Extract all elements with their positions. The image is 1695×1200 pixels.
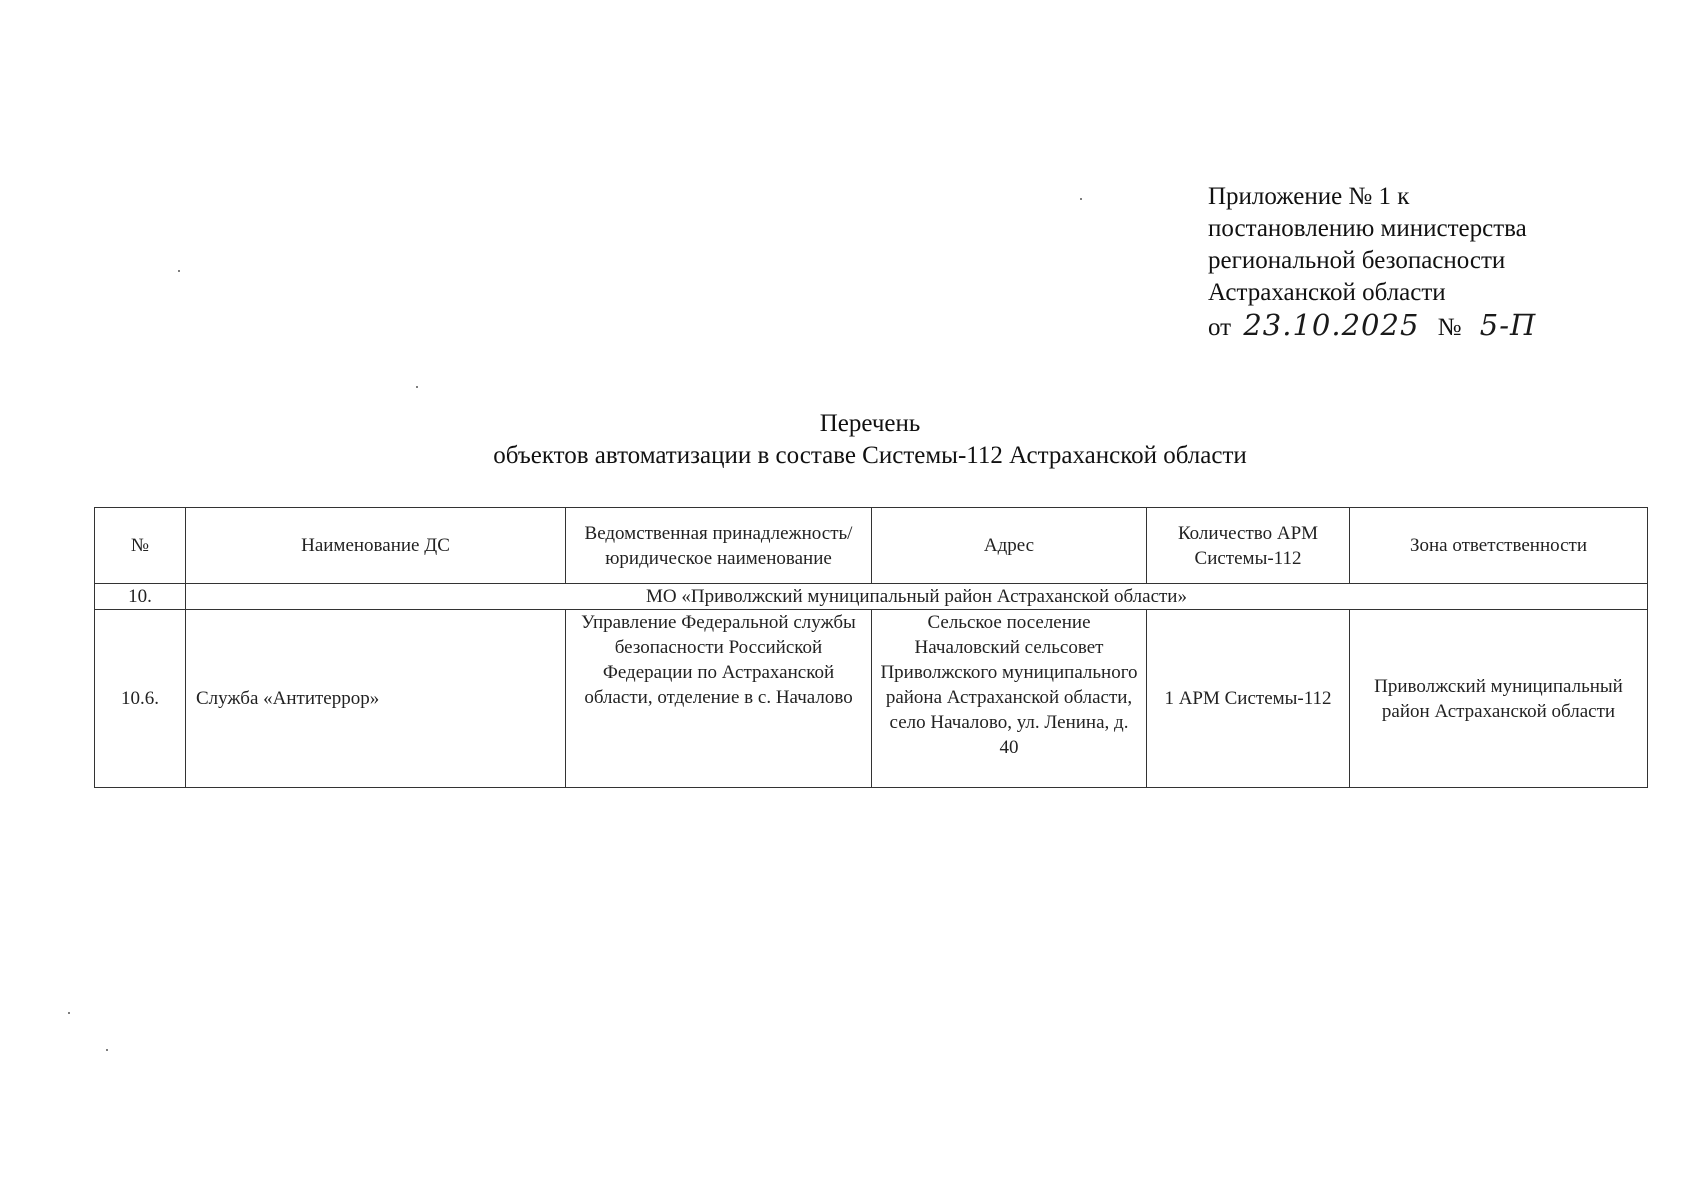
section-title: МО «Приволжский муниципальный район Астраханской области»	[186, 584, 1648, 610]
table-row	[95, 610, 1648, 788]
appendix-line-3: региональной безопасности	[1208, 247, 1506, 274]
row-name: Служба «Антитеррор»	[186, 610, 566, 788]
section-row	[95, 584, 1648, 610]
header-affiliation: Ведомственная принадлежность/ юридическое наименование	[566, 508, 872, 584]
header-name: Наименование ДС	[186, 508, 566, 584]
scan-speck	[68, 1012, 70, 1014]
appendix-line-1: Приложение № 1 к	[1208, 183, 1410, 210]
title-line-2: объектов автоматизации в составе Системы-112 Астраханской области	[493, 442, 1247, 469]
appendix-line-2: постановлению министерства	[1208, 215, 1527, 242]
document-title	[0, 408, 1695, 472]
handwritten-number: 5-П	[1479, 308, 1537, 342]
row-address: Сельское поселение Началовский сельсовет Приволжского муниципального района Астраханской области, село Началово, ул. Ленина, д. 40	[872, 610, 1147, 788]
row-zone: Приволжский муниципальный район Астраханской области	[1350, 610, 1648, 788]
handwritten-date: 23.10.2025	[1243, 308, 1420, 342]
row-number: 10.6.	[95, 610, 186, 788]
section-number: 10.	[95, 584, 186, 610]
scan-speck	[178, 270, 180, 272]
scan-speck	[106, 1049, 108, 1051]
appendix-date-line	[1208, 309, 1536, 344]
title-line-1: Перечень	[819, 410, 921, 437]
number-sign: №	[1437, 314, 1462, 341]
table-header-row	[95, 508, 1648, 584]
header-number: №	[95, 508, 186, 584]
scan-speck	[1080, 198, 1082, 200]
appendix-block	[1208, 181, 1536, 344]
row-arm-count: 1 АРМ Системы-112	[1147, 610, 1350, 788]
scan-speck	[416, 386, 418, 388]
appendix-line-4: Астраханской области	[1208, 279, 1446, 306]
objects-table	[94, 507, 1648, 788]
row-affiliation: Управление Федеральной службы безопасности Российской Федерации по Астраханской области, отделение в с. Началово	[566, 610, 872, 788]
header-arm-count: Количество АРМ Системы-112	[1147, 508, 1350, 584]
date-prefix: от	[1208, 314, 1232, 341]
header-zone: Зона ответственности	[1350, 508, 1648, 584]
header-address: Адрес	[872, 508, 1147, 584]
